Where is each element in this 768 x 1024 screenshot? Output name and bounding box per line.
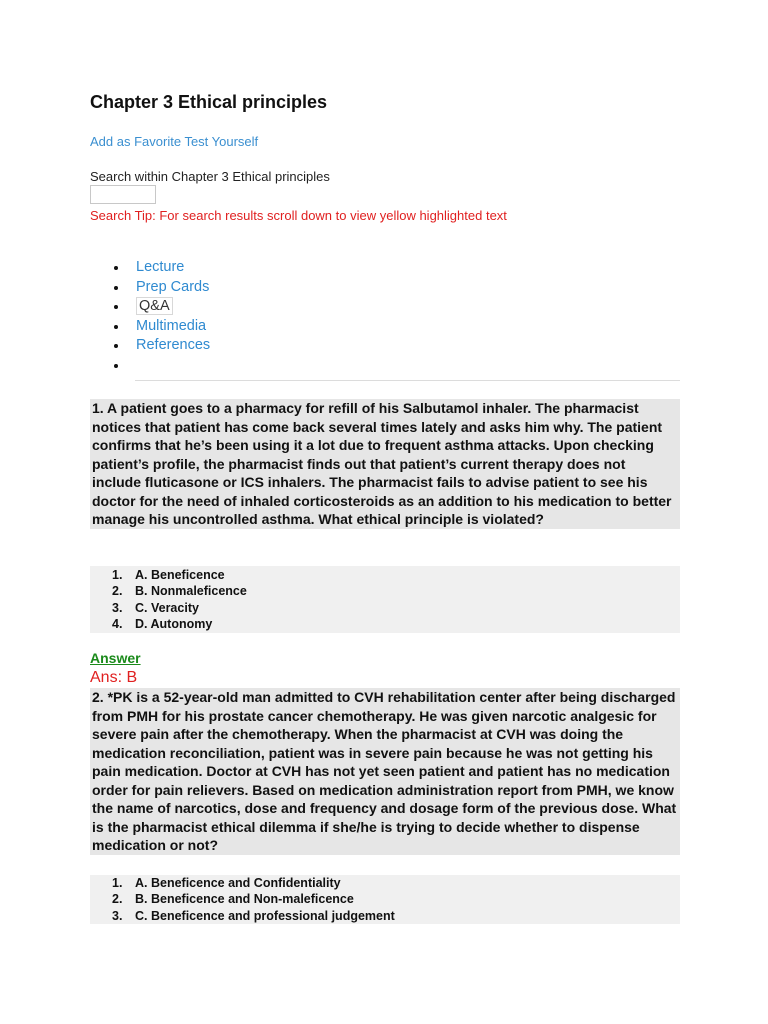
- option-item[interactable]: [90, 600, 680, 616]
- nav-link-references[interactable]: References: [136, 337, 211, 353]
- nav-link-multimedia[interactable]: Multimedia: [136, 317, 207, 334]
- search-input[interactable]: [90, 185, 156, 204]
- option-number: 2.: [112, 584, 123, 599]
- option-label: D. Autonomy: [135, 616, 213, 631]
- option-label: A. Beneficence and Confidentiality: [135, 876, 341, 890]
- answer-toggle-link[interactable]: Answer: [90, 650, 141, 666]
- option-label: A. Beneficence: [135, 568, 225, 582]
- nav-link-lecture[interactable]: Lecture: [136, 259, 185, 275]
- option-number: 3.: [112, 908, 123, 923]
- favorite-row: [90, 134, 258, 149]
- page-title: Chapter 3 Ethical principles: [90, 92, 328, 112]
- search-label: Search within Chapter 3 Ethical principles: [90, 169, 330, 184]
- option-number: 1.: [112, 568, 123, 582]
- option-item[interactable]: [90, 567, 680, 583]
- question-1: 1. A patient goes to a pharmacy for refill of his Salbutamol inhaler. The pharmacist notices that patient has come back several times lately and asks him why. The patient confirms that he’s been using it a lot due to frequent asthma attacks. Upon checking patient’s profile, the pharmacist finds out that patient’s current therapy does not include fluticasone or ICS inhalers. The pharmacist fails to advise patient to see his doctor for the need of inhaled corticosteroids as an addition to his medication to better manage his uncontrolled asthma. What ethical principle is violated?: [90, 399, 680, 529]
- nav-item-prep-cards: [90, 278, 210, 298]
- option-number: 1.: [112, 876, 123, 890]
- option-number: 4.: [112, 616, 123, 631]
- nav-item-empty: [90, 356, 210, 376]
- test-yourself-link[interactable]: Test Yourself: [184, 134, 259, 149]
- option-item[interactable]: [90, 891, 680, 907]
- option-item[interactable]: [90, 908, 680, 924]
- question-2: 2. *PK is a 52-year-old man admitted to CVH rehabilitation center after being discharged from PMH for his prostate cancer chemotherapy. He was given narcotic analgesic for severe pain after the chemotherapy. When the pharmacist at CVH was doing the medication reconciliation, patient was in severe pain because he was not getting his pain medication. Doctor at CVH has not yet seen patient and patient has no medication order for pain relievers. Based on medication administration report from PMH, we know the name of narcotics, dose and frequency and dosage form of the previous dose. What is the pharmacist ethical dilemma if she/he is trying to decide whether to dispense medication or not?: [90, 688, 680, 855]
- question-2-options: [90, 875, 680, 924]
- option-item[interactable]: [90, 616, 680, 632]
- add-favorite-link[interactable]: Add as Favorite: [90, 134, 182, 149]
- option-label: C. Veracity: [135, 600, 199, 615]
- option-label: C. Beneficence and professional judgement: [135, 908, 395, 923]
- nav-link-qa[interactable]: Q&A: [136, 297, 173, 315]
- option-label: B. Beneficence and Non-maleficence: [135, 892, 354, 907]
- question-1-options: [90, 566, 680, 633]
- nav-item-qa: [90, 297, 210, 317]
- nav-item-references: [90, 336, 210, 356]
- nav-divider: [135, 380, 680, 381]
- option-label: B. Nonmaleficence: [135, 584, 247, 599]
- option-item[interactable]: [90, 875, 680, 891]
- search-tip: Search Tip: For search results scroll down to view yellow highlighted text: [90, 208, 507, 223]
- nav-link-prep-cards[interactable]: Prep Cards: [136, 278, 210, 295]
- option-number: 2.: [112, 892, 123, 907]
- option-number: 3.: [112, 600, 123, 615]
- section-nav: [90, 258, 210, 375]
- option-item[interactable]: [90, 583, 680, 599]
- answer-text: Ans: B: [90, 669, 138, 686]
- nav-item-lecture: [90, 258, 210, 278]
- nav-item-multimedia: [90, 317, 210, 337]
